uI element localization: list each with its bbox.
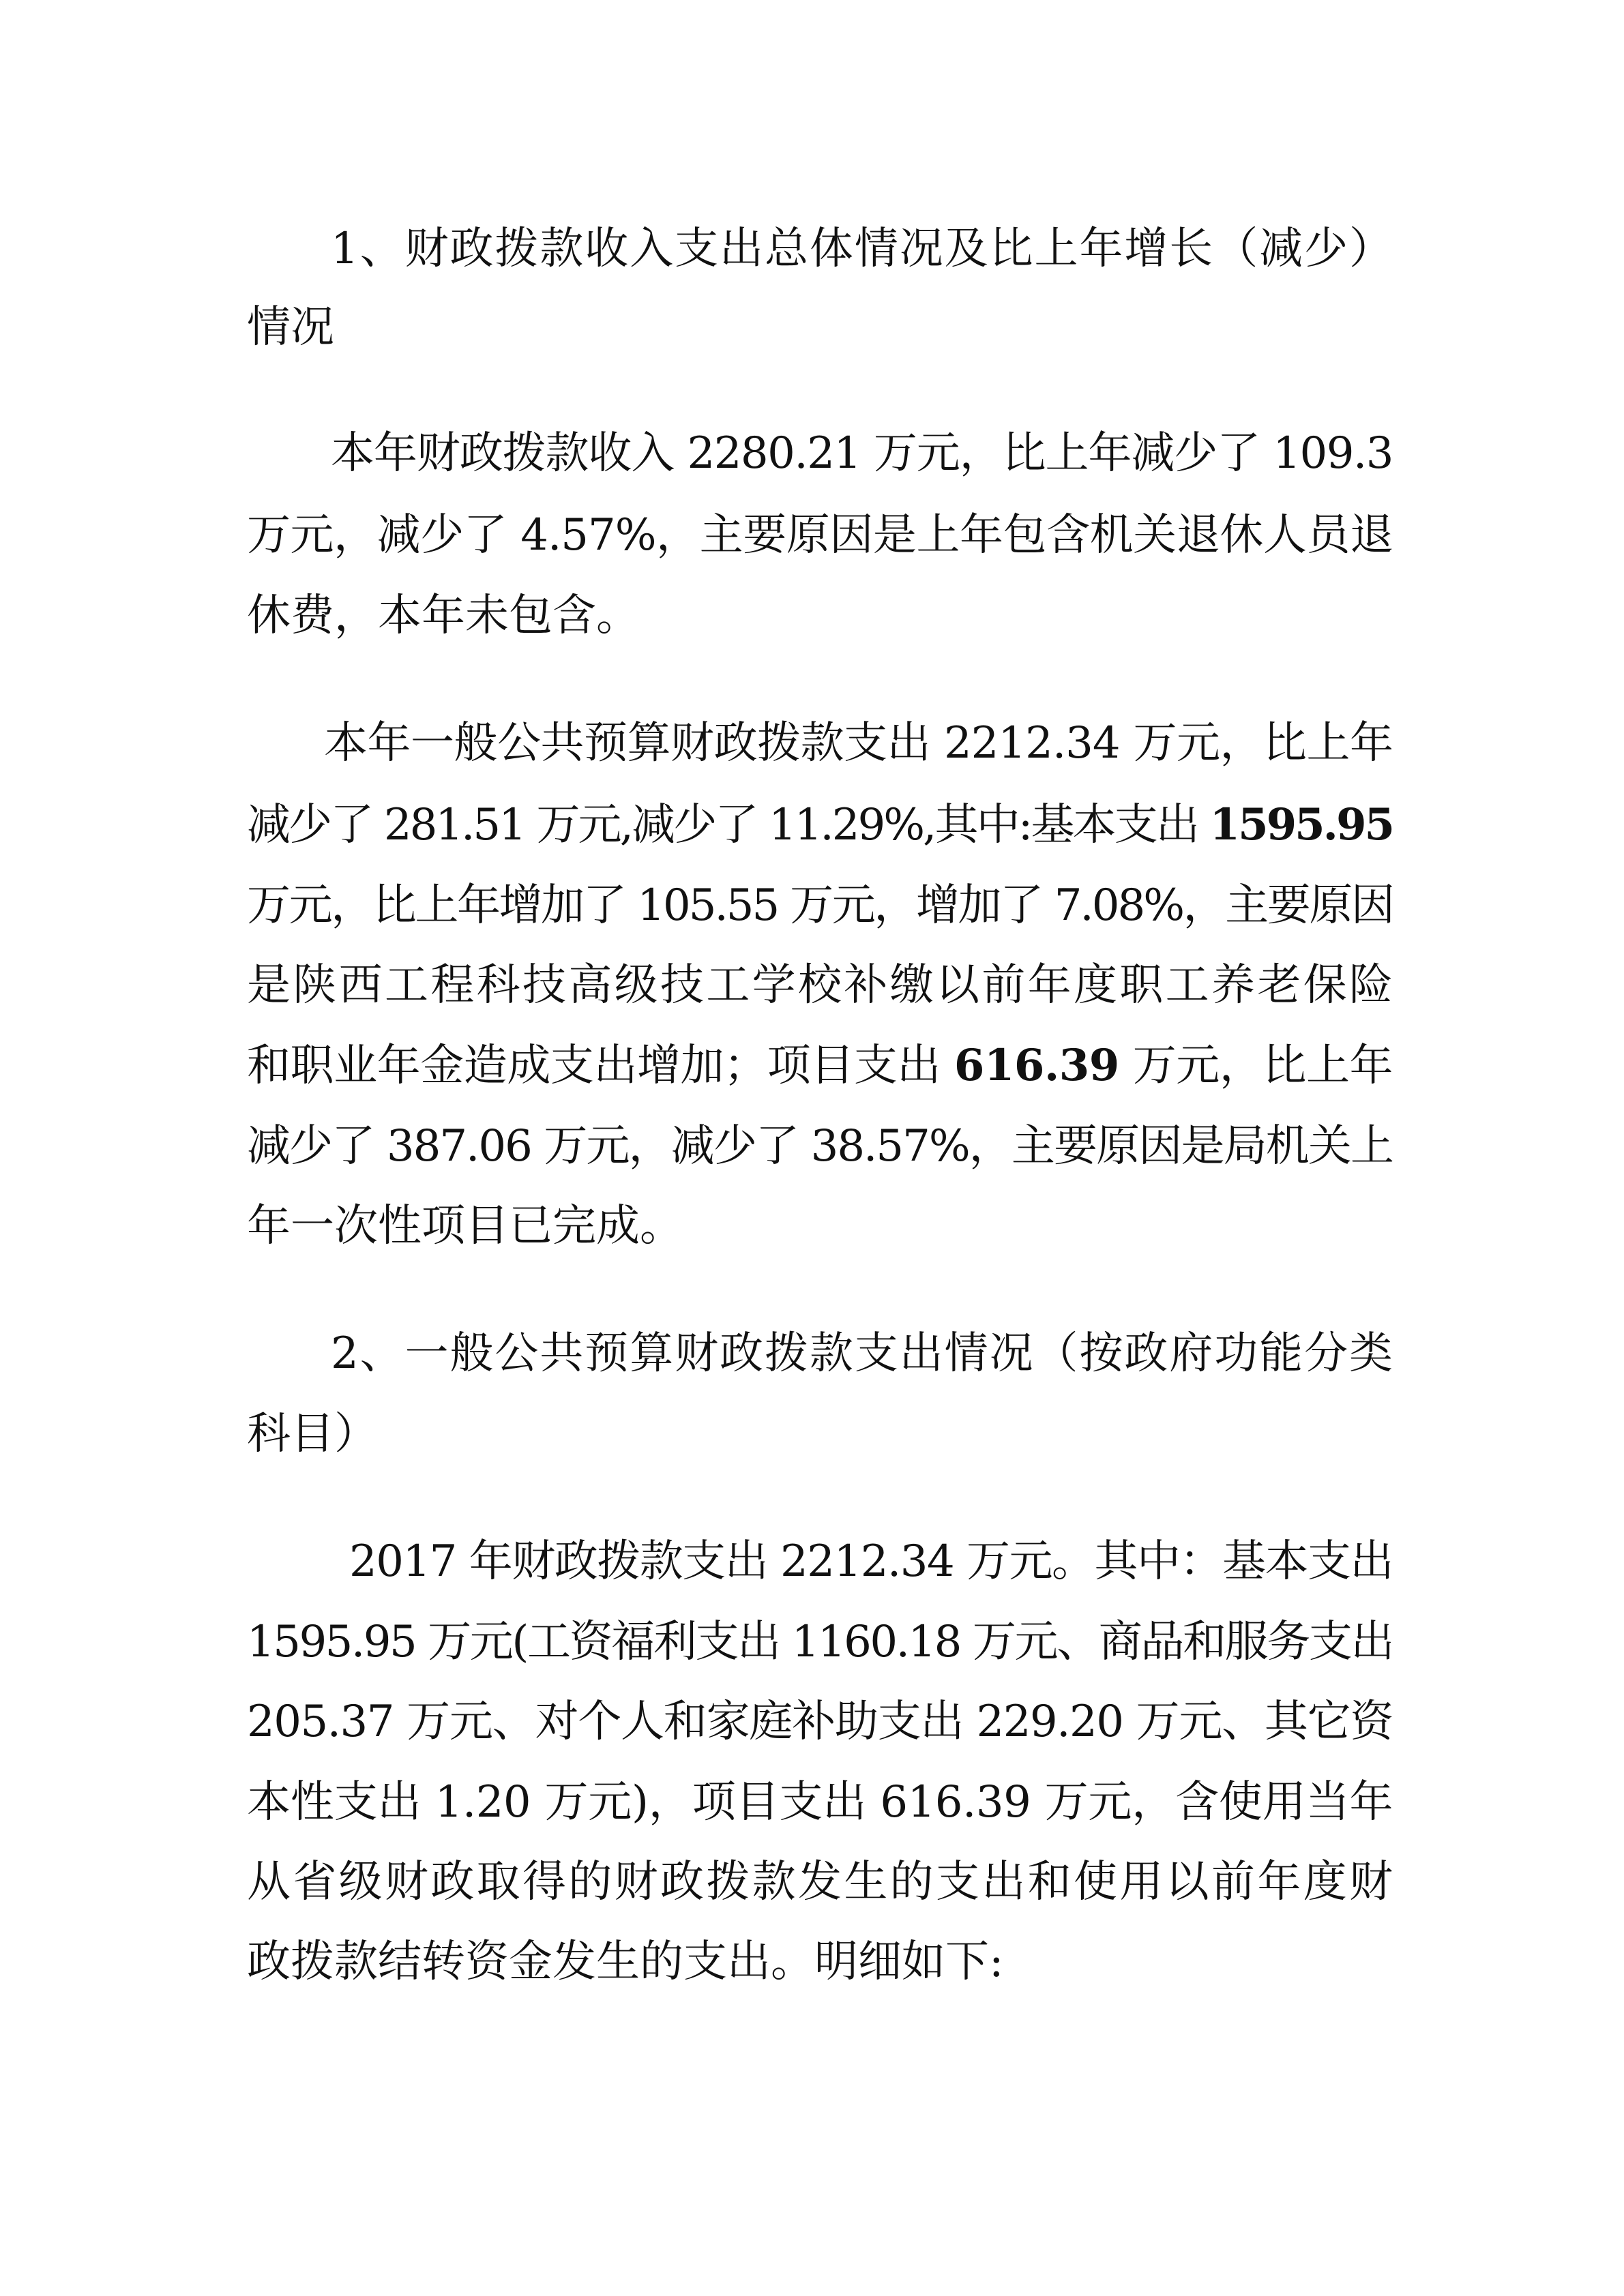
paragraph-line: 是陕西工程科技高级技工学校补缴以前年度职工养老保险 [247,960,1393,1011]
heading-line: 科目） [247,1409,378,1459]
text-run: 万元，比上年 [1119,1041,1393,1091]
paragraph-line [247,794,1393,856]
paragraph-line: 本年财政拨款收入 2280.21 万元，比上年减少了 109.3 [331,428,1393,479]
paragraph-line: 本性支出 1.20 万元)，项目支出 616.39 万元，含使用当年 [247,1777,1393,1828]
basic-expense-amount: 1595.95 [1209,799,1393,850]
paragraph-line: 万元，减少了 4.57%，主要原因是上年包含机关退休人员退 [247,510,1393,561]
paragraph-line: 年一次性项目已完成。 [247,1201,683,1251]
text-run: 减少了 281.51 万元,减少了 11.29%,其中:基本支出 [247,800,1210,850]
paragraph-line: 万元，比上年增加了 105.55 万元，增加了 7.08%，主要原因 [247,880,1393,931]
paragraph-line: 本年一般公共预算财政拨款支出 2212.34 万元，比上年 [324,718,1393,769]
text-run: 和职业年金造成支出增加；项目支出 [247,1041,954,1091]
paragraph-line: 政拨款结转资金发生的支出。明细如下: [247,1937,1004,1987]
heading-line: 情况 [247,302,334,353]
paragraph-line: 减少了 387.06 万元，减少了 38.57%，主要原因是局机关上 [247,1121,1393,1172]
paragraph-line: 从省级财政取得的财政拨款发生的支出和使用以前年度财 [247,1857,1393,1907]
project-expense-amount: 616.39 [954,1040,1119,1091]
paragraph-line: 2017 年财政拨款支出 2212.34 万元。其中：基本支出 [349,1536,1393,1587]
paragraph-line: 1595.95 万元(工资福利支出 1160.18 万元、商品和服务支出 [247,1617,1393,1667]
heading-line: 1、财政拨款收入支出总体情况及比上年增长（减少） [331,224,1393,274]
paragraph-line: 休费，本年未包含。 [247,591,640,641]
paragraph-line: 205.37 万元、对个人和家庭补助支出 229.20 万元、其它资 [247,1697,1393,1747]
heading-line: 2、一般公共预算财政拨款支出情况（按政府功能分类 [331,1328,1393,1379]
paragraph-line [247,1035,1393,1097]
